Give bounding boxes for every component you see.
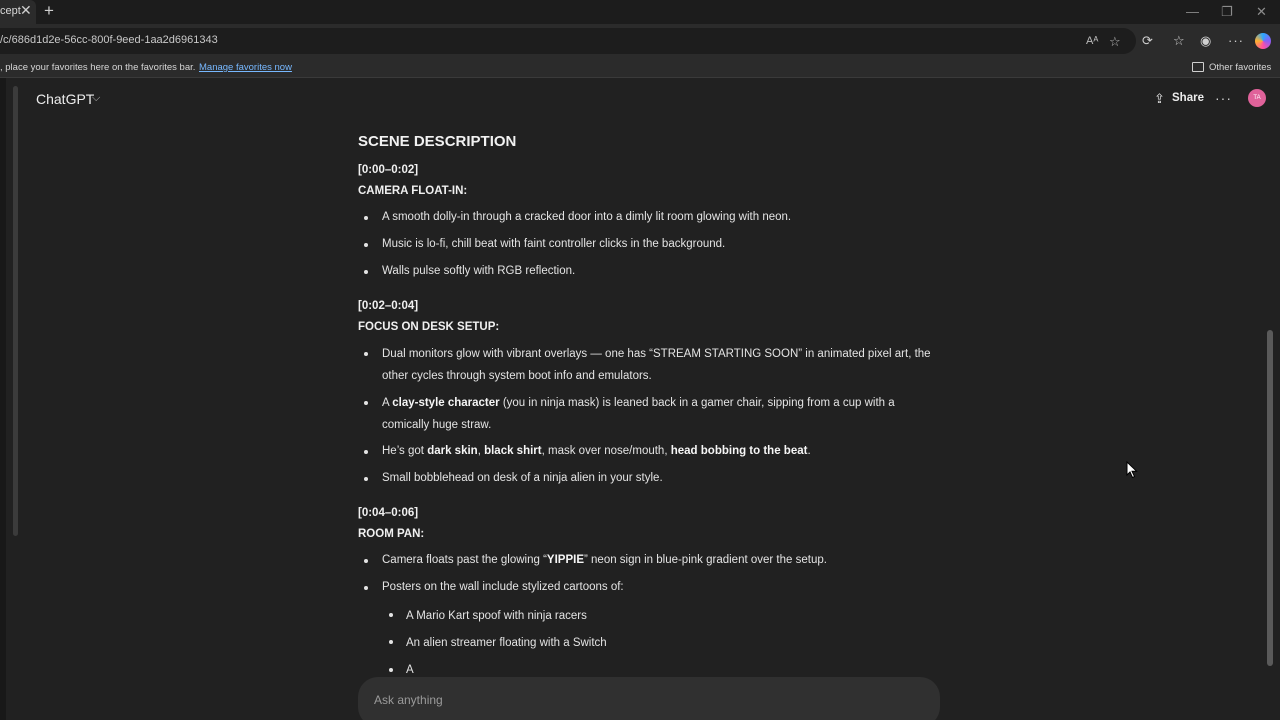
favorites-prompt: , place your favorites here on the favorites bar.: [0, 62, 196, 73]
favorite-star-icon[interactable]: ☆: [1109, 34, 1121, 49]
chevron-down-icon[interactable]: ⌵: [92, 92, 101, 104]
tab-close-icon[interactable]: ✕: [20, 2, 32, 18]
sub-bullet-dot: [389, 613, 393, 617]
bullet-dot: [364, 352, 368, 356]
close-window-icon[interactable]: ✕: [1256, 4, 1267, 19]
folder-icon: [1192, 62, 1204, 72]
sub-bullet-dot: [389, 640, 393, 644]
address-field[interactable]: [0, 28, 1136, 54]
list-item: A smooth dolly-in through a cracked door into a dimly lit room glowing with neon.: [382, 211, 792, 223]
favorites-bar: [0, 58, 1280, 78]
tab-title: cept: [0, 5, 21, 17]
list-item: Dual monitors glow with vibrant overlays — one has “STREAM STARTING SOON” in animated pixel art, the other cycles through system boot info and emulators.: [382, 348, 931, 382]
section-time: [0:02–0:04]: [358, 300, 419, 312]
list-item: Posters on the wall include stylized cartoons of:: [382, 581, 624, 593]
minimize-icon[interactable]: —: [1186, 4, 1199, 19]
sub-list-item: A: [406, 664, 414, 676]
manage-favorites-link[interactable]: Manage favorites now: [199, 62, 292, 73]
composer: [358, 677, 940, 720]
model-selector[interactable]: ChatGPT: [36, 91, 95, 107]
read-aloud-icon[interactable]: Aᴬ: [1086, 35, 1099, 47]
sub-list-item: An alien streamer floating with a Switch: [406, 637, 607, 649]
sidebar-scrollbar[interactable]: [13, 86, 18, 536]
main-scrollbar[interactable]: [1267, 330, 1273, 666]
browser-tab[interactable]: [0, 0, 36, 24]
section-time: [0:04–0:06]: [358, 507, 419, 519]
bullet-dot: [364, 586, 368, 590]
section-time: [0:00–0:02]: [358, 164, 419, 176]
list-item: Camera floats past the glowing “YIPPIE” neon sign in blue-pink gradient over the setup.: [382, 554, 827, 566]
sidebar-strip: [0, 78, 6, 720]
favorites-icon[interactable]: ☆: [1173, 33, 1185, 48]
bullet-dot: [364, 559, 368, 563]
list-item: Walls pulse softly with RGB reflection.: [382, 265, 576, 277]
list-item: A clay-style character (you in ninja mask) is leaned back in a gamer chair, sipping from a cup with a comically huge straw.: [382, 397, 895, 431]
avatar[interactable]: TA: [1248, 89, 1266, 107]
mouse-cursor-icon: [1126, 461, 1138, 479]
bullet-dot: [364, 243, 368, 247]
share-button[interactable]: Share: [1172, 92, 1204, 104]
section-title: ROOM PAN:: [358, 528, 425, 540]
more-icon[interactable]: ···: [1228, 33, 1244, 48]
new-tab-icon[interactable]: +: [44, 1, 54, 20]
more-options-icon[interactable]: ···: [1215, 90, 1232, 106]
section-title: FOCUS ON DESK SETUP:: [358, 321, 500, 333]
profile-icon[interactable]: ◉: [1200, 33, 1212, 48]
address-bar-row: [0, 24, 1280, 58]
list-item: He’s got dark skin, black shirt, mask over nose/mouth, head bobbing to the beat.: [382, 445, 811, 457]
extensions-icon[interactable]: ⟳: [1142, 33, 1153, 48]
scene-heading: SCENE DESCRIPTION: [358, 133, 517, 150]
url-text: /c/686d1d2e-56cc-800f-9eed-1aa2d6961343: [0, 34, 218, 46]
share-icon[interactable]: ⇪: [1154, 91, 1165, 106]
tab-strip: [0, 0, 1280, 24]
bullet-dot: [364, 450, 368, 454]
bullet-dot: [364, 270, 368, 274]
sub-list-item: A Mario Kart spoof with ninja racers: [406, 610, 587, 622]
other-favorites-button[interactable]: Other favorites: [1209, 62, 1272, 73]
bullet-dot: [364, 477, 368, 481]
prompt-input[interactable]: [374, 691, 914, 709]
section-title: CAMERA FLOAT-IN:: [358, 185, 468, 197]
bullet-dot: [364, 401, 368, 405]
restore-icon[interactable]: ❐: [1221, 4, 1233, 19]
list-item: Music is lo-fi, chill beat with faint controller clicks in the background.: [382, 238, 726, 250]
sub-bullet-dot: [389, 668, 393, 672]
copilot-icon[interactable]: [1255, 33, 1271, 49]
bullet-dot: [364, 216, 368, 220]
list-item: Small bobblehead on desk of a ninja alien in your style.: [382, 472, 663, 484]
